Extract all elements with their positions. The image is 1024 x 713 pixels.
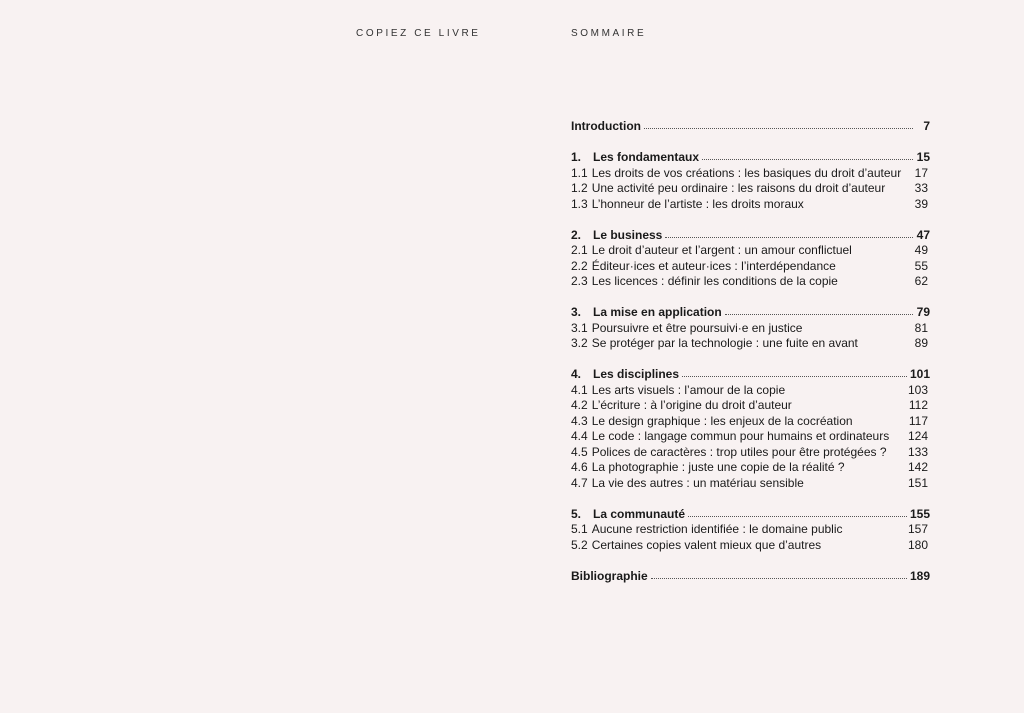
toc-title: Le code : langage commun pour humains et ordinateurs xyxy=(591,429,890,443)
toc-title: Polices de caractères : trop utiles pour être protégées ? xyxy=(591,444,887,459)
toc-section[interactable] xyxy=(571,336,930,352)
toc-chapter[interactable] xyxy=(571,507,930,523)
toc-page: 15 xyxy=(916,150,930,164)
table-of-contents xyxy=(571,119,930,584)
toc-title: La communauté xyxy=(593,506,686,521)
toc-title: Les arts visuels : l’amour de la copie xyxy=(591,382,786,397)
toc-chapter[interactable] xyxy=(571,367,930,383)
section-number: 3.2 xyxy=(571,336,588,350)
section-number: 5.1 xyxy=(571,522,588,536)
dot-leader xyxy=(682,376,907,377)
toc-title: Le droit d’auteur et l’argent : un amour conflictuel xyxy=(591,243,852,257)
chapter-number: 4. xyxy=(571,367,582,381)
toc-page: 79 xyxy=(916,305,930,319)
toc-page: 55 xyxy=(914,258,928,273)
toc-section[interactable] xyxy=(571,259,930,275)
toc-page: 124 xyxy=(907,429,928,443)
toc-page: 189 xyxy=(909,568,930,583)
toc-chapter[interactable] xyxy=(571,150,930,166)
toc-title: La photographie : juste une copie de la réalité ? xyxy=(591,460,845,474)
toc-section[interactable] xyxy=(571,538,930,554)
toc-section[interactable] xyxy=(571,522,930,538)
toc-section[interactable] xyxy=(571,429,930,445)
running-head-section: SOMMAIRE xyxy=(571,28,647,39)
toc-entry-introduction[interactable] xyxy=(571,119,930,135)
toc-section[interactable] xyxy=(571,197,930,213)
toc-section[interactable] xyxy=(571,166,930,182)
toc-title: L’honneur de l’artiste : les droits moraux xyxy=(591,196,804,211)
toc-page: 133 xyxy=(907,444,928,459)
toc-page: 101 xyxy=(909,367,930,381)
toc-page: 157 xyxy=(907,522,928,536)
toc-page: 33 xyxy=(914,181,928,195)
toc-title: Éditeur·ices et auteur·ices : l’interdépendance xyxy=(591,258,836,273)
section-number: 4.2 xyxy=(571,398,588,412)
toc-title: Le business xyxy=(593,227,663,242)
section-number: 1.1 xyxy=(571,165,588,180)
toc-section[interactable] xyxy=(571,460,930,476)
toc-title: Les disciplines xyxy=(593,367,680,381)
toc-page: 62 xyxy=(914,274,928,288)
toc-section[interactable] xyxy=(571,445,930,461)
section-number: 4.7 xyxy=(571,475,588,490)
toc-title: Introduction xyxy=(571,119,641,133)
toc-title: Les licences : définir les conditions de la copie xyxy=(591,274,838,288)
toc-section[interactable] xyxy=(571,274,930,290)
dot-leader xyxy=(725,314,913,315)
dot-leader xyxy=(688,516,907,517)
toc-page: 155 xyxy=(909,506,930,521)
toc-section[interactable] xyxy=(571,243,930,259)
toc-title: La vie des autres : un matériau sensible xyxy=(591,475,804,490)
toc-section[interactable] xyxy=(571,383,930,399)
toc-title: Se protéger par la technologie : une fuite en avant xyxy=(591,336,858,350)
toc-page: 180 xyxy=(907,537,928,552)
section-number: 5.2 xyxy=(571,537,588,552)
toc-title: Le design graphique : les enjeux de la cocréation xyxy=(591,413,853,428)
toc-page: 7 xyxy=(923,119,930,133)
running-head-book-title: COPIEZ CE LIVRE xyxy=(356,28,481,39)
section-number: 3.1 xyxy=(571,320,588,335)
toc-title: Bibliographie xyxy=(571,568,648,583)
toc-section[interactable] xyxy=(571,321,930,337)
toc-page: 81 xyxy=(914,320,928,335)
toc-title: La mise en application xyxy=(593,305,722,319)
toc-page: 103 xyxy=(907,382,928,397)
toc-page: 112 xyxy=(908,398,928,412)
toc-title: Aucune restriction identifiée : le domaine public xyxy=(591,522,843,536)
toc-chapter[interactable] xyxy=(571,228,930,244)
toc-page: 151 xyxy=(907,475,928,490)
section-number: 4.4 xyxy=(571,429,588,443)
section-number: 2.3 xyxy=(571,274,588,288)
section-number: 2.2 xyxy=(571,258,588,273)
toc-page: 17 xyxy=(914,165,928,180)
right-page xyxy=(512,0,1024,713)
toc-page: 89 xyxy=(914,336,928,350)
toc-title: L’écriture : à l’origine du droit d’auteur xyxy=(591,398,792,412)
dot-leader xyxy=(644,128,913,129)
chapter-number: 3. xyxy=(571,305,582,319)
dot-leader xyxy=(665,237,913,238)
chapter-number: 1. xyxy=(571,150,582,164)
section-number: 4.3 xyxy=(571,413,588,428)
dot-leader xyxy=(702,159,913,160)
toc-section[interactable] xyxy=(571,398,930,414)
toc-title: Une activité peu ordinaire : les raisons du droit d’auteur xyxy=(591,181,886,195)
toc-chapter[interactable] xyxy=(571,305,930,321)
section-number: 2.1 xyxy=(571,243,588,257)
section-number: 1.3 xyxy=(571,196,588,211)
toc-title: Certaines copies valent mieux que d’autres xyxy=(591,537,822,552)
chapter-number: 2. xyxy=(571,227,582,242)
toc-page: 47 xyxy=(916,227,930,242)
toc-page: 142 xyxy=(907,460,928,474)
toc-page: 117 xyxy=(908,413,928,428)
toc-section[interactable] xyxy=(571,181,930,197)
dot-leader xyxy=(651,578,907,579)
toc-section[interactable] xyxy=(571,414,930,430)
toc-title: Les fondamentaux xyxy=(593,150,700,164)
toc-entry-bibliography[interactable] xyxy=(571,569,930,585)
section-number: 4.6 xyxy=(571,460,588,474)
toc-section[interactable] xyxy=(571,476,930,492)
toc-title: Poursuivre et être poursuivi·e en justice xyxy=(591,320,803,335)
section-number: 1.2 xyxy=(571,181,588,195)
toc-page: 39 xyxy=(914,196,928,211)
toc-title: Les droits de vos créations : les basiques du droit d’auteur xyxy=(591,165,902,180)
section-number: 4.1 xyxy=(571,382,588,397)
chapter-number: 5. xyxy=(571,506,582,521)
section-number: 4.5 xyxy=(571,444,588,459)
toc-page: 49 xyxy=(914,243,928,257)
